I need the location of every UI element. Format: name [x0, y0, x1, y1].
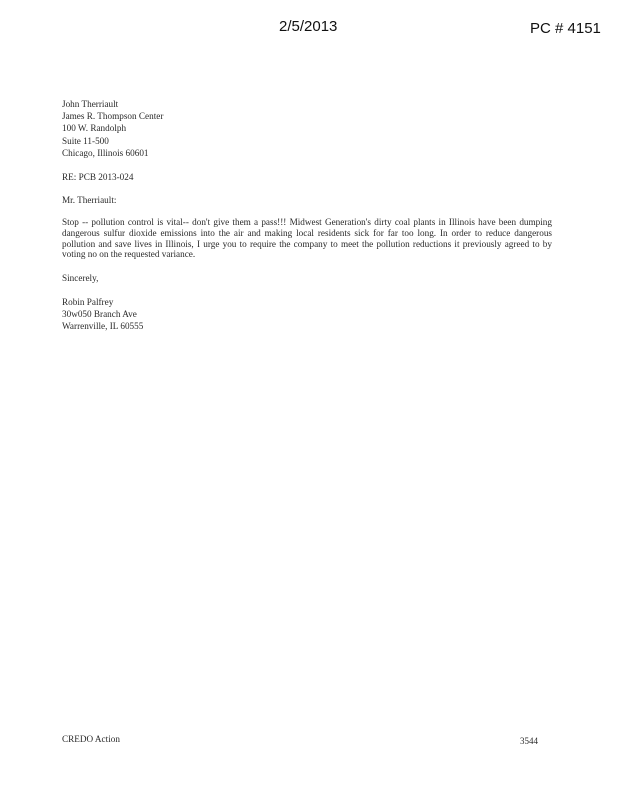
header-date: 2/5/2013: [279, 18, 338, 35]
recipient-city: Chicago, Illinois 60601: [62, 147, 149, 158]
recipient-building: James R. Thompson Center: [62, 111, 164, 122]
footer-page-number: 3544: [520, 736, 538, 746]
sender-city: Warrenville, IL 60555: [62, 321, 144, 332]
reference-line: RE: PCB 2013-024: [62, 172, 134, 183]
pc-number: PC # 4151: [530, 20, 601, 37]
salutation: Mr. Therriault:: [62, 195, 117, 206]
recipient-name: John Therriault: [62, 99, 119, 109]
sender-address: [62, 296, 552, 333]
closing: Sincerely,: [62, 272, 99, 283]
body-paragraph: Stop -- pollution control is vital-- don't give them a pass!!! Midwest Generation's dirty coal plants in Illinois have been dumping dangerous sulfur dioxide emissions into the air and making local residents sick for far too long. In order to reduce dangerous pollution and save lives in Illinois, I urge you to require the company to meet the pollution reductions it previously agreed to by voting no on the requested variance.: [62, 217, 552, 260]
letter-body: [62, 98, 552, 333]
recipient-street: 100 W. Randolph: [62, 123, 127, 134]
sender-street: 30w050 Branch Ave: [62, 309, 137, 320]
footer-organization: CREDO Action: [62, 734, 120, 744]
sender-name: Robin Palfrey: [62, 297, 114, 307]
recipient-suite: Suite 11-500: [62, 135, 109, 146]
recipient-address: [62, 98, 552, 159]
